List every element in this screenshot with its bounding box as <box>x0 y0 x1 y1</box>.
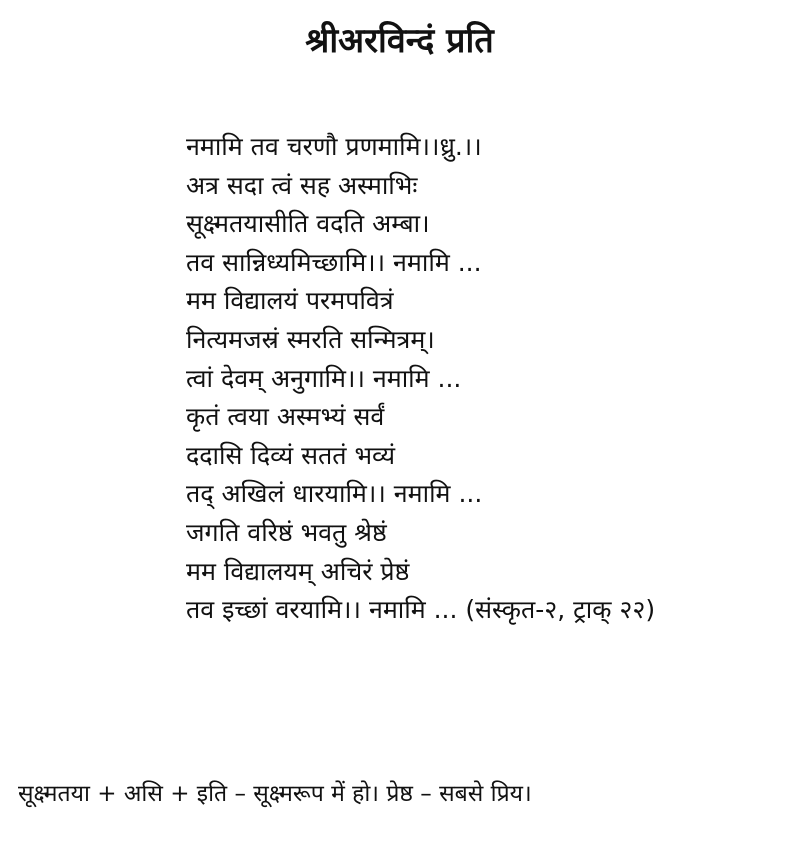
verse-line: त्वां देवम् अनुगामि।। नमामि ... <box>186 363 462 393</box>
poem-body <box>186 128 779 630</box>
verse-line: नमामि तव चरणौ प्रणमामि।।ध्रु.।। <box>186 132 482 161</box>
verse-line: तव इच्छां वरयामि।। नमामि ... (संस्कृत-२, ट्राक् २२) <box>186 595 656 625</box>
verse-line: कृतं त्वया अस्मभ्यं सर्वं <box>186 402 385 432</box>
verse-line: मम विद्यालयम् अचिरं प्रेष्ठं <box>186 556 410 586</box>
verse-line: तव सान्निध्यमिच्छामि।। नमामि ... <box>186 247 482 277</box>
verse-line: नित्यमजस्रं स्मरति सन्मित्रम्। <box>186 324 435 354</box>
verse-line: अत्र सदा त्वं सह अस्माभिः <box>186 170 418 200</box>
glossary-note: सूक्ष्मतया + असि + इति – सूक्ष्मरूप में हो। प्रेष्ठ – सबसे प्रिय। <box>18 781 532 807</box>
verse-line: तद् अखिलं धारयामि।। नमामि ... <box>186 479 483 509</box>
verse-line: जगति वरिष्ठं भवतु श्रेष्ठं <box>186 517 387 547</box>
page-title: श्रीअरविन्दं प्रति <box>305 21 494 61</box>
verse-line: मम विद्यालयं परमपवित्रं <box>186 286 394 316</box>
verse-line: ददासि दिव्यं सततं भव्यं <box>186 440 396 470</box>
verse-line: सूक्ष्मतयासीति वदति अम्बा। <box>186 209 430 239</box>
